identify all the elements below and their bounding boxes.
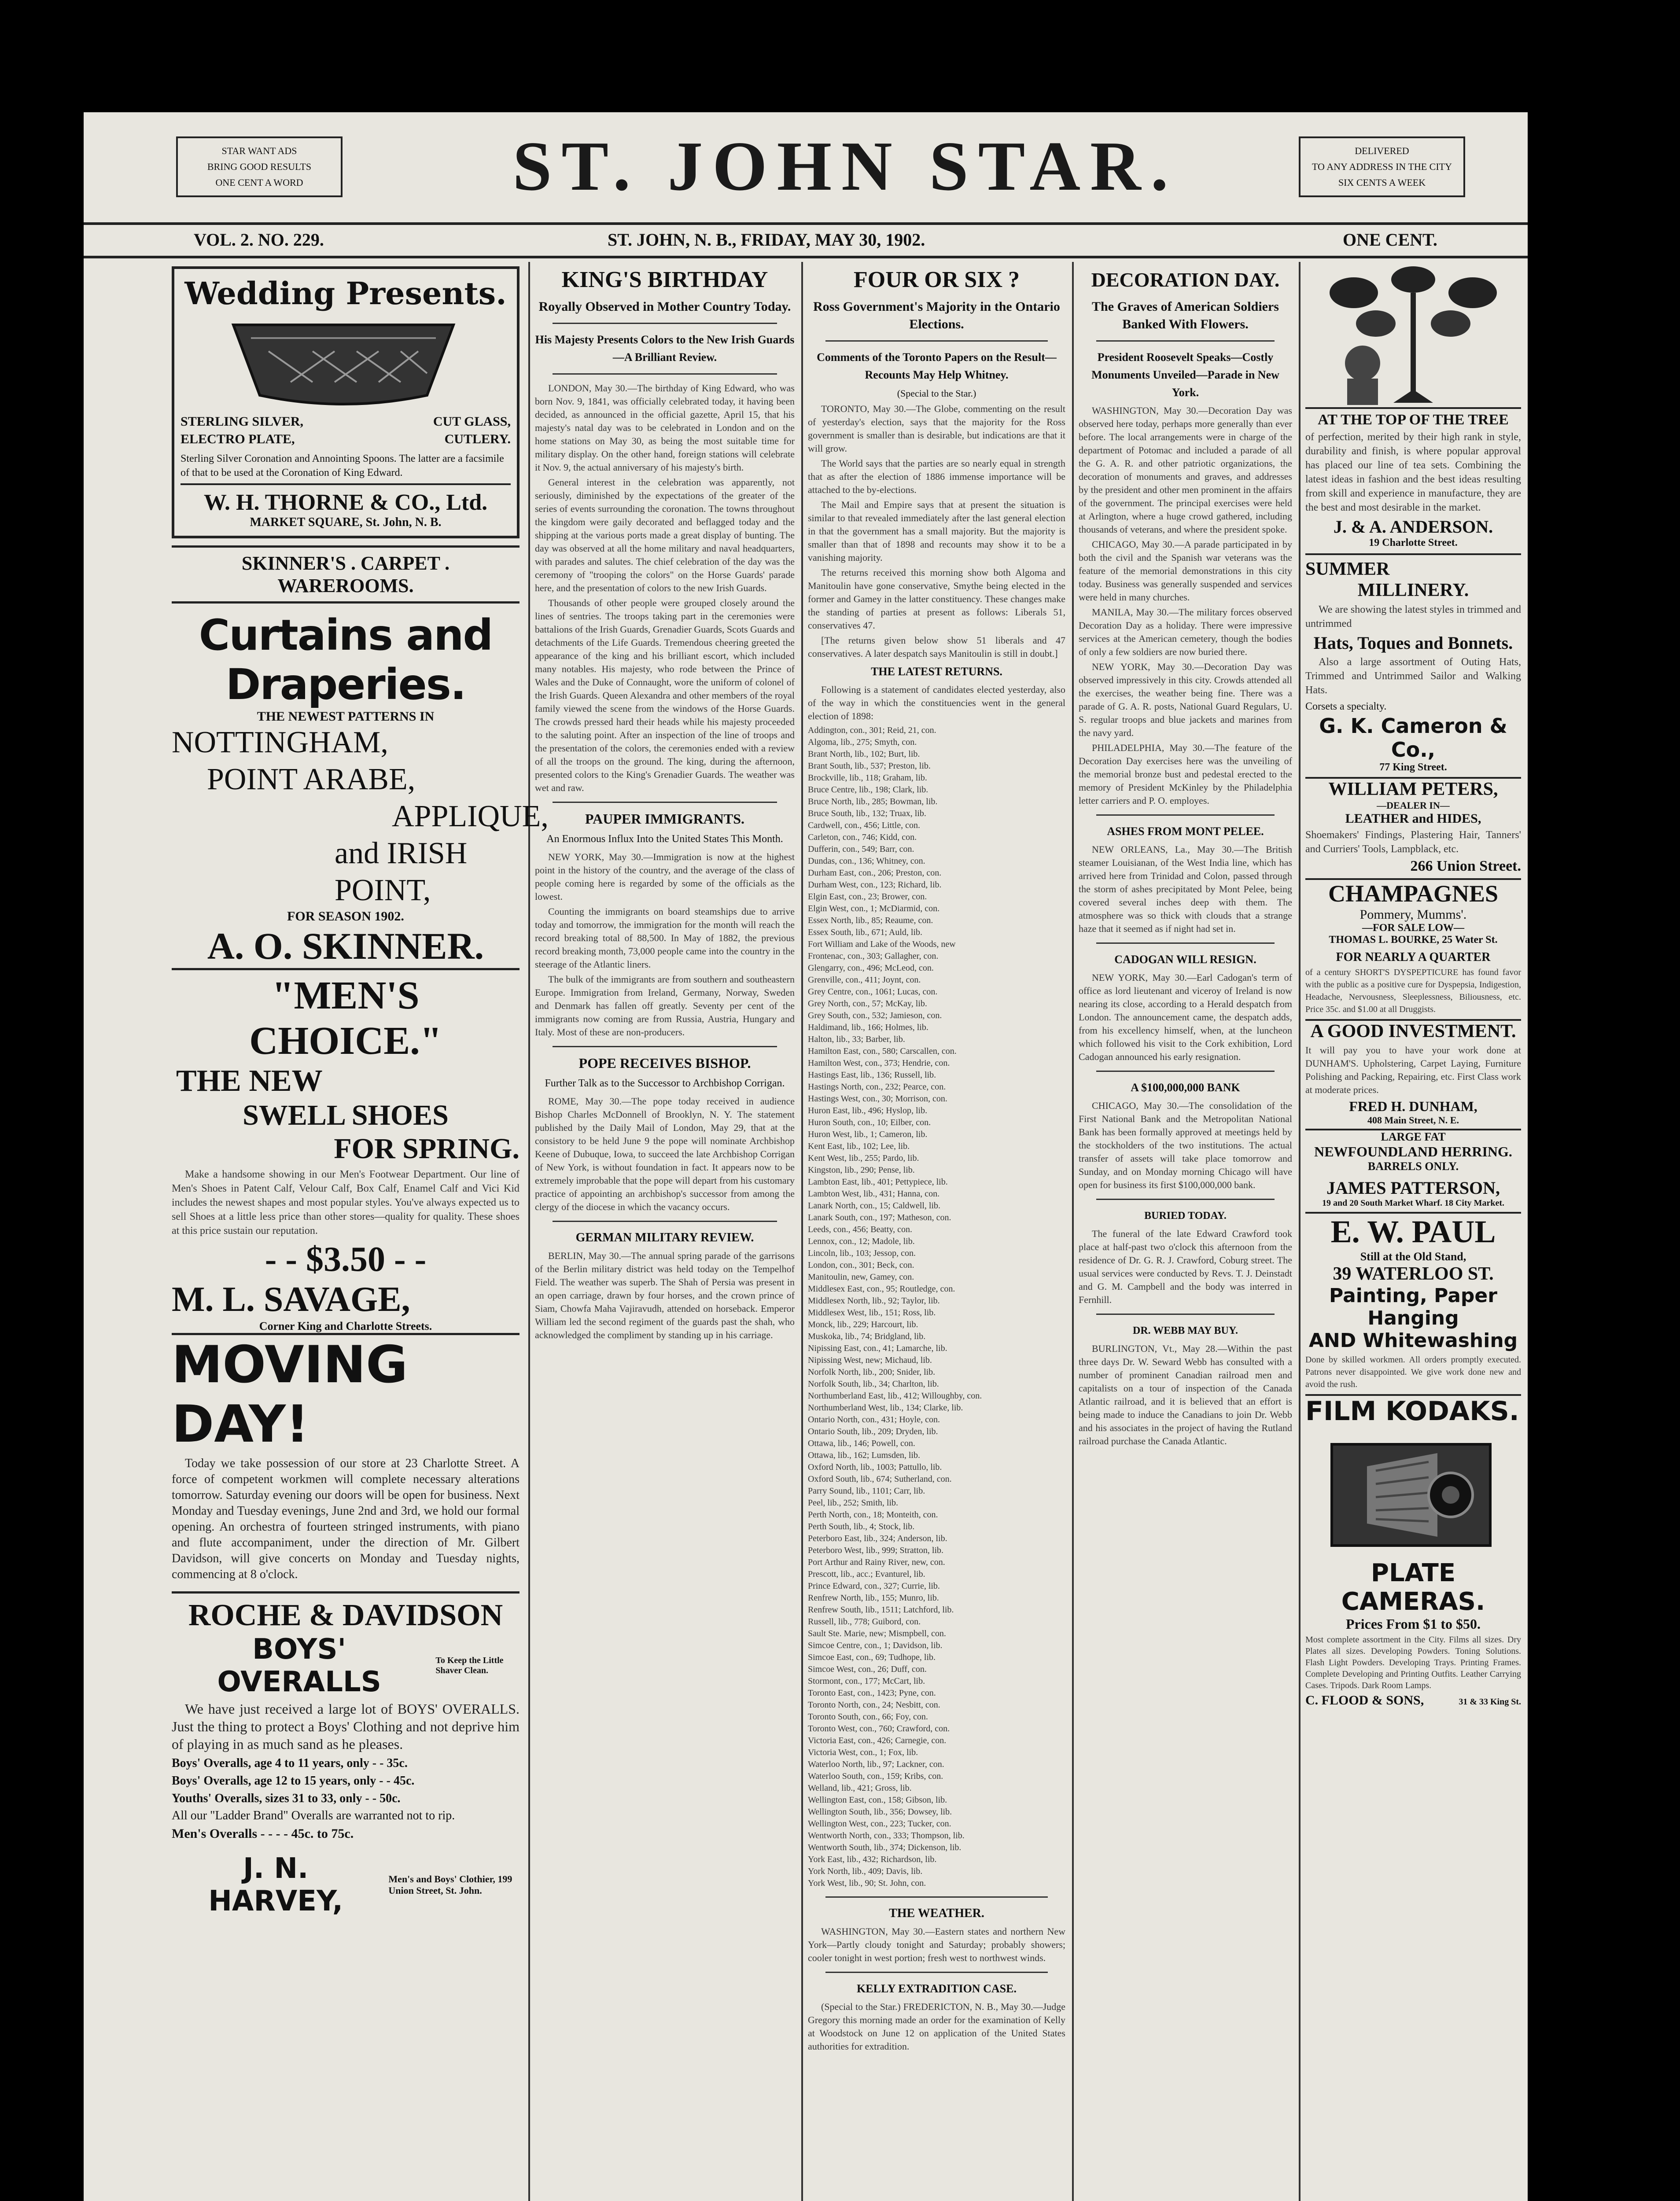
return-line: Lanark North, con., 15; Caldwell, lib.	[808, 1201, 941, 1211]
column-4-news	[1079, 262, 1292, 2201]
return-line: Perth North, con., 18; Monteith, con.	[808, 1510, 938, 1520]
separator	[553, 323, 777, 324]
issue-date: ST. JOHN, N. B., FRIDAY, MAY 30, 1902.	[608, 230, 925, 250]
decoration-day-headline: DECORATION DAY.	[1091, 269, 1280, 291]
corsets: Corsets a specialty.	[1305, 701, 1387, 712]
four-or-six-para: The World says that the parties are so nearly equal in strength that as after the election of 1886 immense importance will be attached to the by-elections.	[808, 458, 1065, 495]
pattern-item: APPLIQUE,	[392, 799, 549, 833]
return-line: Middlesex West, lib., 151; Ross, lib.	[808, 1308, 936, 1318]
return-line: Addington, con., 301; Reid, 21, con.	[808, 725, 936, 735]
return-line: Victoria East, con., 426; Carnegie, con.	[808, 1736, 947, 1745]
return-line: Cardwell, con., 456; Little, con.	[808, 821, 920, 830]
return-line: Kent East, lib., 102; Lee, lib.	[808, 1141, 910, 1151]
kings-birthday-sub2: His Majesty Presents Colors to the New Irish Guards—A Brilliant Review.	[535, 333, 795, 364]
nameplate: ST. JOHN STAR.	[512, 127, 1178, 205]
pope-para: ROME, May 30.—The pope today received in audience Bishop Charles McDonnell of Brooklyn, N. Y. The statement published by the Daily Mail of London, May 29, that at the consistory to be held June 9 the pope will nominate Archbishop Keene of Dubuque, Iowa, to succeed the late Archbishop Corrigan of New York, is without foundation in fact. It appears now to be extremely improbable that the pope will depart from his customary practice of appointing an archbishop's successor from among the clergy of the diocese in which the vacancy occurs.	[535, 1096, 795, 1212]
return-line: Fort William and Lake of the Woods, new	[808, 939, 956, 949]
return-line: Wellington West, con., 223; Tucker, con.	[808, 1819, 951, 1829]
cameron-name: G. K. Cameron & Co.,	[1319, 714, 1507, 762]
quarter-title: FOR NEARLY A QUARTER	[1336, 950, 1491, 964]
camera-text: Most complete assortment in the City. Films all sizes. Dry Plates all sizes. Developing Powders. Toning Solutions. Flash Light Powders. Developing Trays. Printing Frames. Complete Developing and Printing Outfits. Leather Carrying Cases. Tripods. Dark Room Lamps.	[1305, 1635, 1521, 1690]
return-line: Toronto West, con., 760; Crawford, con.	[808, 1724, 950, 1734]
return-line: Parry Sound, lib., 1101; Carr, lib.	[808, 1486, 925, 1496]
dateline-bar	[84, 222, 1528, 258]
moving-day: MOVING DAY!	[172, 1333, 519, 1454]
separator	[825, 340, 1048, 342]
shoe-price: - - $3.50 - -	[265, 1240, 427, 1279]
four-or-six-para: The returns received this morning show both Algoma and Manitoulin have gone conservative, Smythe being elected in the former and Gamey in the latter constituency. These changes make the standing of parties at present as follows: Liberals 51, conservatives 47.	[808, 567, 1065, 631]
return-line: Grey Centre, con., 1061; Lucas, con.	[808, 987, 938, 997]
return-line: Huron East, lib., 496; Hyslop, lib.	[808, 1106, 928, 1115]
shoes-text: Make a handsome showing in our Men's Footwear Department. Our line of Men's Shoes in Patent Calf, Velour Calf, Box Calf, Enamel Calf and Vici Kid includes the newest shapes and most popular styles. You've always expected us to sell Shoes at a little less price than other stores—quality for quality. These shoes at this price sustain our reputation.	[172, 1169, 519, 1237]
savage-name: M. L. SAVAGE,	[172, 1280, 410, 1319]
return-line: York North, lib., 409; Davis, lib.	[808, 1866, 923, 1876]
four-or-six-para: TORONTO, May 30.—The Globe, commenting on the result of yesterday's election, says that the majority for the Ross government is smaller than is desirable, but indications are that it will grow.	[808, 403, 1065, 454]
summer: SUMMER	[1305, 553, 1521, 580]
pattern-item: NOTTINGHAM,	[172, 725, 388, 759]
right-ear-box	[1299, 136, 1465, 197]
boys-overalls: BOYS' OVERALLS	[217, 1633, 381, 1698]
kings-birthday-para: General interest in the celebration was apparently, not seriously, diminished by the expectations of the greater of the series of events surrounding the coronation. The towns throughout the kingdom were gaily decorated and beflagged today and the shipping at the various ports made a great display of bunting. The day was observed at all the home military and naval headquarters, with parades and salutes. The chief celebration of the day was the ceremony of "trooping the colors" on the Horse Guards' parade here, and the presentation of colors to the new Irish Guards.	[535, 477, 795, 593]
tree-title: AT THE TOP OF THE TREE	[1305, 407, 1521, 428]
return-line: Ontario South, lib., 209; Dryden, lib.	[808, 1427, 938, 1436]
return-line: Bruce North, lib., 285; Bowman, lib.	[808, 797, 938, 806]
pauper-para: The bulk of the immigrants are from southern and southeastern Europe. Immigration from Ireland, Germany, Norway, Sweden and Denmark has fallen off greatly. Seventy per cent of the immigrants now coming are from Russia, Austria, Hungary and Italy. Most of these are non-producers.	[535, 974, 795, 1038]
ashes-headline: ASHES FROM MONT PELEE.	[1107, 825, 1264, 838]
return-line: York East, lib., 432; Richardson, lib.	[808, 1855, 937, 1864]
pauper-headline: PAUPER IMMIGRANTS.	[585, 811, 745, 827]
returns-list	[808, 725, 1065, 1889]
for-sale: —FOR SALE LOW—	[1362, 922, 1465, 934]
column-2-news	[535, 262, 795, 2201]
return-line: Kent West, lib., 255; Pardo, lib.	[808, 1153, 919, 1163]
plate-cameras: PLATE CAMERAS.	[1341, 1559, 1485, 1616]
return-line: Oxford North, lib., 1003; Pattullo, lib.	[808, 1462, 942, 1472]
return-line: Essex North, lib., 85; Reaume, con.	[808, 916, 933, 925]
german-headline: GERMAN MILITARY REVIEW.	[575, 1231, 754, 1244]
german-para: BERLIN, May 30.—The annual spring parade of the garrisons of the Berlin military district was held today on the Tempelhof Field. The weather was superb. The Shah of Persia was present in an open carriage, drawn by four horses, and the crown prince of Siam, Chowfa Maha Vajiravudh, attended on horseback. Emperor William led the second regiment of the guards past the shah, who acknowledged the compliment by standing up in his carriage.	[535, 1250, 795, 1340]
thorne-address: MARKET SQUARE, St. John, N. B.	[250, 515, 442, 529]
return-line: Brant North, lib., 102; Burt, lib.	[808, 749, 920, 759]
skinner-header: SKINNER'S . CARPET . WAREROOMS.	[172, 545, 519, 604]
weather-headline: THE WEATHER.	[889, 1907, 984, 1920]
kelly-text: (Special to the Star.) FREDERICTON, N. B., May 30.—Judge Gregory this morning made an order for the examination of Kelly at Woodstock on June 12 on application of the United States authorities for extradition.	[808, 2001, 1065, 2052]
separator	[553, 1221, 777, 1222]
separator	[825, 1896, 1048, 1898]
wedding-title: Wedding Presents.	[184, 275, 507, 312]
return-line: Russell, lib., 778; Guibord, con.	[808, 1617, 921, 1627]
return-line: Hastings West, con., 30; Morrison, con.	[808, 1094, 947, 1104]
return-line: Perth South, lib., 4; Stock, lib.	[808, 1522, 915, 1531]
peters-leather: LEATHER and HIDES,	[1345, 811, 1481, 826]
return-line: Nipissing East, con., 41; Lamarche, lib.	[808, 1343, 947, 1353]
latest-returns-headline: THE LATEST RETURNS.	[871, 665, 1002, 678]
return-line: Prescott, lib., acc.; Evanturel, lib.	[808, 1569, 925, 1579]
overalls-note: To Keep the Little Shaver Clean.	[435, 1656, 504, 1675]
pattern-item: POINT ARABE,	[207, 762, 416, 796]
mens-choice: "MEN'S CHOICE."	[172, 968, 519, 1064]
flood-row	[1305, 1693, 1521, 1708]
column-rule	[1299, 262, 1301, 2201]
quarter-text: of a century SHORT'S DYSPEPTICURE has found favor with the public as a positive cure for Dyspepsia, Indigestion, Headache, Nervousness, Sleeplessness, Biliousness, etc. Price 35c. and $1.00 at all Druggists.	[1305, 968, 1521, 1014]
moving-text: Today we take possession of our store at 23 Charlotte Street. A force of competent workmen will complete necessary alterations tomorrow. Saturday evening our doors will be open for business. Next Monday and Tuesday evenings, June 2nd and 3rd, we hold our formal opening. An orchestra of fourteen stringed instruments, with piano and flute accompaniment, under the direction of Mr. Gilbert Davidson, will give concerts on Monday and Tuesday nights, commencing at 8 o'clock.	[172, 1457, 519, 1581]
overall-price-list	[172, 1755, 519, 1807]
pope-headline: POPE RECEIVES BISHOP.	[578, 1055, 751, 1071]
separator	[825, 1972, 1048, 1973]
overall-price: Boys' Overalls, age 4 to 11 years, only - - 35c.	[172, 1756, 408, 1770]
return-line: Wellington South, lib., 356; Dowsey, lib.	[808, 1807, 952, 1817]
left-ear-line-2: BRING GOOD RESULTS	[207, 161, 312, 172]
decoration-day-para: MANILA, May 30.—The military forces observed Decoration Day as a holiday. There were impressive services at the American cemetery, though the bodies of only a few soldiers are now buried there.	[1079, 607, 1292, 657]
return-line: Lanark South, con., 197; Matheson, con.	[808, 1213, 951, 1222]
newest-patterns: THE NEWEST PATTERNS IN	[257, 709, 435, 724]
cadogan-headline: CADOGAN WILL RESIGN.	[1114, 953, 1256, 966]
decoration-day-para: WASHINGTON, May 30.—Decoration Day was observed here today, perhaps more generally than ever before. The local arrangements were in charge of the department of Potomac and included a parade of all the G. A. R. and other patriotic organizations, the decoration of monuments and graves, and addresses by the president and other men prominent in the affairs of the government. The principal exercises were held at Arlington, where a huge crowd gathered, including thousands of veterans, and where the president spoke.	[1079, 405, 1292, 535]
four-or-six-para: [The returns given below show 51 liberals and 47 conservatives. A later despatch says Manitoulin is still in doubt.]	[808, 635, 1065, 659]
the-new: THE NEW	[176, 1064, 323, 1098]
return-line: Hamilton West, con., 373; Hendrie, con.	[808, 1058, 950, 1068]
return-line: Simcoe West, con., 26; Duff, con.	[808, 1664, 927, 1674]
anderson-name: J. & A. ANDERSON.	[1333, 517, 1493, 537]
kings-birthday-para: Thousands of other people were grouped closely around the lines of sentries. The troops taking part in the ceremonies were battalions of the Irish Guards, Grenadier Guards, Scots Guards and detachments of the Life Guards. Tremendous cheering greeted the appearance of the king and his brilliant escort, which included many notables. His majesty, who rode between the Prince of Wales and the Duke of Connaught, wore the uniform of colonel of the Irish Guards. Queen Alexandra and other members of the royal family viewed the scene from the windows of the Horse Guards. The crowds pressed hard their heads while his majesty proceeded to the saluting point. After an inspection of the line of troops and the presentation of the colors, the ceremonies ended with a review of all the troops on the ground. The king, during the afternoon, presented colors to the King's Grenadier Guards. The weather was wet and raw.	[535, 597, 795, 793]
pattern-item: and IRISH POINT,	[335, 836, 468, 907]
returns-intro: Following is a statement of candidates elected yesterday, also of the way in which the constituencies went in the general election of 1898:	[808, 684, 1065, 721]
paul-name: E. W. PAUL	[1305, 1212, 1521, 1250]
return-line: Prince Edward, con., 327; Currie, lib.	[808, 1581, 940, 1591]
return-line: Carleton, con., 746; Kidd, con.	[808, 832, 917, 842]
millinery: MILLINERY.	[1357, 580, 1469, 600]
return-line: Huron West, lib., 1; Cameron, lib.	[808, 1130, 928, 1139]
return-line: Sault Ste. Marie, new; Mismpbell, con.	[808, 1629, 946, 1638]
return-line: Simcoe Centre, con., 1; Davidson, lib.	[808, 1641, 943, 1650]
price: ONE CENT.	[1343, 230, 1437, 250]
return-line: Elgin West, con., 1; McDiarmid, con.	[808, 904, 940, 913]
bourke: THOMAS L. BOURKE, 25 Water St.	[1329, 934, 1498, 946]
millinery-text: We are showing the latest styles in trimmed and untrimmed	[1305, 604, 1521, 629]
overall-price: Boys' Overalls, age 12 to 15 years, only - - 45c.	[172, 1774, 415, 1788]
barrels-only: BARRELS ONLY.	[1367, 1160, 1459, 1173]
return-line: Brockville, lib., 118; Graham, lib.	[808, 773, 927, 783]
return-line: Durham East, con., 206; Preston, con.	[808, 868, 942, 878]
right-ear-line-3: SIX CENTS A WEEK	[1338, 177, 1426, 188]
return-line: Northumberland East, lib., 412; Willoughby, con.	[808, 1391, 982, 1401]
wedding-item: ELECTRO PLATE,	[181, 432, 295, 446]
kelly-headline: KELLY EXTRADITION CASE.	[857, 1982, 1017, 1995]
return-line: Lambton West, lib., 431; Hanna, con.	[808, 1189, 940, 1199]
return-line: Welland, lib., 421; Gross, lib.	[808, 1783, 912, 1793]
cut-glass-bowl-icon	[181, 312, 506, 413]
savage-address: Corner King and Charlotte Streets.	[259, 1320, 432, 1332]
volume-number: VOL. 2. NO. 229.	[194, 230, 324, 250]
return-line: Toronto East, con., 1423; Pyne, con.	[808, 1688, 936, 1698]
return-line: Renfrew North, lib., 155; Munro, lib.	[808, 1593, 939, 1603]
return-line: Bruce South, lib., 132; Truax, lib.	[808, 809, 926, 818]
herring: NEWFOUNDLAND HERRING.	[1314, 1144, 1512, 1159]
paul-text: Done by skilled workmen. All orders promptly executed. Patrons never disappointed. We give work done new and avoid the rush.	[1305, 1355, 1521, 1389]
return-line: Kingston, lib., 290; Pense, lib.	[808, 1165, 915, 1175]
peters-dealer: —DEALER IN—	[1377, 800, 1450, 811]
pope-sub: Further Talk as to the Successor to Archbishop Corrigan.	[545, 1078, 785, 1089]
column-3-news	[808, 262, 1065, 2201]
return-line: Monck, lib., 229; Harcourt, lib.	[808, 1320, 918, 1329]
return-line: Grenville, con., 411; Joynt, con.	[808, 975, 921, 985]
separator	[1096, 942, 1275, 944]
separator	[1096, 1314, 1275, 1315]
buried-text: The funeral of the late Edward Crawford took place at half-past two o'clock this afternoon from the residence of Dr. G. R. J. Crawford, Coburg street. The usual services were conducted by Revs. T. J. Deinstadt and G. M. Campbell and the body was interred in Fernhill.	[1079, 1228, 1292, 1305]
return-line: Toronto North, con., 24; Nesbitt, con.	[808, 1700, 940, 1710]
paul-still: Still at the Old Stand,	[1360, 1250, 1466, 1263]
wedding-items	[181, 413, 511, 448]
return-line: Oxford South, lib., 674; Sutherland, con.	[808, 1474, 952, 1484]
tree-text: of perfection, merited by their high rank in style, durability and finish, is where popular approval has placed our line of tea sets. Combining the latest ideas in fashion and the best ideas resulting from skill and experience in manufacture, they are the best and most desirable in the market.	[1305, 431, 1521, 513]
return-line: Dundas, con., 136; Whitney, con.	[808, 856, 925, 866]
peters-address: 266 Union Street.	[1410, 858, 1521, 874]
bank-text: CHICAGO, May 30.—The consolidation of the First National Bank and the Metropolitan National Bank has been formally approved at meetings held by the stockholders of the two institutions. The actual transfer of assets will take place tomorrow and Sunday, and on Monday morning Chicago will have open for business its first $100,000,000 bank.	[1079, 1100, 1292, 1190]
peters-text: Shoemakers' Findings, Plastering Hair, Tanners' and Curriers' Tools, Lampblack, etc.	[1305, 829, 1521, 855]
wedding-presents-ad	[172, 266, 519, 538]
return-line: Norfolk North, lib., 200; Snider, lib.	[808, 1367, 936, 1377]
patterson-address: 19 and 20 South Market Wharf. 18 City Market.	[1322, 1198, 1505, 1208]
painting: Painting, Paper Hanging	[1329, 1285, 1497, 1329]
dunham-address: 408 Main Street, N. E.	[1367, 1115, 1459, 1126]
harvey-row	[172, 1852, 519, 1918]
special-to-star: (Special to the Star.)	[897, 388, 976, 399]
cadogan-text: NEW YORK, May 30.—Earl Cadogan's term of office as lord lieutenant and viceroy of Ireland is now nearing its close, according to a Herald despatch from London. The announcement came, the despatch adds, from his excellency himself, when, at the luncheon which followed his visit to the Cork exhibition, Lord Cadogan announced his early resignation.	[1079, 972, 1292, 1062]
decoration-day-sub1: The Graves of American Soldiers Banked With Flowers.	[1092, 299, 1279, 331]
roche-davidson: ROCHE & DAVIDSON	[172, 1591, 519, 1633]
decoration-day-para: CHICAGO, May 30.—A parade participated in by both the civil and the Spanish war veterans was the feature of the memorial demonstrations in this city today. Business was generally suspended and services were held in many churches.	[1079, 539, 1292, 603]
masthead	[84, 112, 1528, 205]
return-line: Elgin East, con., 23; Brower, con.	[808, 892, 927, 902]
pauper-sub: An Enormous Influx Into the United States This Month.	[546, 833, 783, 845]
return-line: Wentworth North, con., 333; Thompson, lib.	[808, 1831, 965, 1840]
decoration-day-sub2: President Roosevelt Speaks—Costly Monuments Unveiled—Parade in New York.	[1091, 351, 1279, 399]
return-line: Bruce Centre, lib., 198; Clark, lib.	[808, 785, 928, 795]
return-line: Port Arthur and Rainy River, new, con.	[808, 1557, 945, 1567]
separator	[553, 1046, 777, 1047]
return-line: Algoma, lib., 275; Smyth, con.	[808, 737, 917, 747]
return-line: Grey South, con., 532; Jamieson, con.	[808, 1011, 942, 1020]
wedding-item: STERLING SILVER,	[181, 414, 304, 429]
cameron-address: 77 King Street.	[1379, 762, 1447, 773]
right-ear-line-1: DELIVERED	[1355, 145, 1409, 156]
return-line: Victoria West, con., 1; Fox, lib.	[808, 1748, 918, 1757]
hats-toques-bonnets: Hats, Toques and Bonnets.	[1313, 633, 1513, 653]
kings-birthday-sub1: Royally Observed in Mother Country Today.	[538, 299, 791, 314]
separator	[1096, 340, 1275, 342]
return-line: Simcoe East, con., 69; Tudhope, lib.	[808, 1653, 936, 1662]
investment-text: It will pay you to have your work done at DUNHAM'S. Upholstering, Carpet Laying, Furniture Polishing and Packing, Repairing, etc. First Class work at moderate prices.	[1305, 1045, 1521, 1095]
separator	[1096, 814, 1275, 816]
skinner-name: A. O. SKINNER.	[207, 925, 484, 967]
large-fat: LARGE FAT	[1305, 1129, 1521, 1144]
four-or-six-sub1: Ross Government's Majority in the Ontario Elections.	[813, 299, 1060, 331]
investment-title: A GOOD INVESTMENT.	[1305, 1019, 1521, 1042]
separator	[1096, 1071, 1275, 1072]
wedding-item: CUTLERY.	[444, 432, 511, 446]
return-line: Peterboro East, lib., 324; Anderson, lib.	[808, 1534, 947, 1543]
return-line: Middlesex East, con., 95; Routledge, con.	[808, 1284, 955, 1294]
return-line: Leeds, con., 456; Beatty, con.	[808, 1225, 912, 1234]
return-line: Lambton East, lib., 401; Pettypiece, lib.	[808, 1177, 948, 1187]
return-line: York West, lib., 90; St. John, con.	[808, 1878, 926, 1888]
return-line: Haldimand, lib., 166; Holmes, lib.	[808, 1023, 928, 1032]
ashes-text: NEW ORLEANS, La., May 30.—The British steamer Louisianan, of the West India line, which has arrived here from Trinidad and Colon, passed through the storm of ashes precipitated by Mont Pelee, being covered several inches deep with them. The atmosphere was so thick with clouds that a strange haze that it seemed as if night had set in.	[1079, 844, 1292, 934]
left-ear-line-1: STAR WANT ADS	[221, 145, 297, 156]
curtains-title: Curtains and Draperies.	[199, 611, 493, 709]
return-line: Wentworth South, lib., 374; Dickenson, lib.	[808, 1843, 962, 1852]
buried-headline: BURIED TODAY.	[1144, 1210, 1227, 1222]
peters-name: WILLIAM PETERS,	[1305, 777, 1521, 800]
four-or-six-para: The Mail and Empire says that at present the situation is similar to that revealed immediately after the last general election in that the government has a small majority. But the majority is smaller than that of 1898 and recounts may show it to be a vanishing majority.	[808, 499, 1065, 563]
mens-overalls: Men's Overalls - - - - 45c. to 75c.	[172, 1826, 354, 1841]
return-line: Hastings East, lib., 136; Russell, lib.	[808, 1070, 936, 1080]
camera-illustration-icon	[1305, 1427, 1521, 1559]
for-spring: FOR SPRING.	[334, 1133, 519, 1165]
pauper-para: NEW YORK, May 30.—Immigration is now at the highest point in the history of the country, and the average of the class of people coming here is regarded by some of the officials as the lowest.	[535, 851, 795, 902]
flood-name: C. FLOOD & SONS,	[1305, 1693, 1424, 1708]
return-line: Huron South, con., 10; Eilber, con.	[808, 1118, 931, 1127]
overall-price: Youths' Overalls, sizes 31 to 33, only - - 50c.	[172, 1792, 401, 1805]
column-rule	[801, 262, 803, 2201]
return-line: Frontenac, con., 303; Gallagher, con.	[808, 951, 939, 961]
newspaper-page	[84, 112, 1528, 2201]
hat-tree-illustration-icon	[1305, 262, 1521, 407]
return-line: Brant South, lib., 537; Preston, lib.	[808, 761, 931, 771]
webb-text: BURLINGTON, Vt., May 28.—Within the past three days Dr. W. Seward Webb has consulted with a number of prominent Canadian railroad men and capitalists on a tour of inspection of the Canada Atlantic railroad, and it is believed that an effort is being made to induce the Canadians to join Dr. Webb and his associates in the project of having the Rutland railroad purchase the Canada Atlantic.	[1079, 1343, 1292, 1446]
return-line: Ottawa, lib., 146; Powell, con.	[808, 1439, 915, 1448]
column-rule	[528, 262, 530, 2201]
return-line: Norfolk South, lib., 34; Charlton, lib.	[808, 1379, 939, 1389]
dunham-name: FRED H. DUNHAM,	[1349, 1098, 1477, 1114]
separator	[553, 373, 777, 375]
harvey-address: Men's and Boys' Clothier, 199 Union Street, St. John.	[388, 1873, 512, 1896]
four-or-six-sub2: Comments of the Toronto Papers on the Result—Recounts May Help Whitney.	[817, 351, 1057, 381]
pattern-list	[172, 724, 549, 909]
return-line: Muskoka, lib., 74; Bridgland, lib.	[808, 1332, 926, 1341]
return-line: Manitoulin, new, Gamey, con.	[808, 1272, 914, 1282]
overalls-text: We have just received a large lot of BOYS' OVERALLS. Just the thing to protect a Boys' Clothing and not deprive him of playing in as much sand as he pleases.	[172, 1701, 519, 1752]
return-line: Middlesex North, lib., 92; Taylor, lib.	[808, 1296, 940, 1306]
return-line: Hamilton East, con., 580; Carscallen, con.	[808, 1046, 957, 1056]
return-line: Hastings North, con., 232; Pearce, con.	[808, 1082, 946, 1092]
flood-address: 31 & 33 King St.	[1459, 1697, 1521, 1707]
column-1-ads	[172, 262, 549, 2201]
camera-prices: Prices From $1 to $50.	[1346, 1616, 1481, 1632]
column-5-ads	[1305, 262, 1521, 2201]
return-line: Northumberland West, lib., 134; Clarke, lib.	[808, 1403, 963, 1413]
thorne-name: W. H. THORNE & CO., Ltd.	[181, 483, 511, 515]
right-ear-line-2: TO ANY ADDRESS IN THE CITY	[1312, 161, 1452, 172]
return-line: Grey North, con., 57; McKay, lib.	[808, 999, 927, 1008]
return-line: Halton, lib., 33; Barber, lib.	[808, 1034, 905, 1044]
return-line: Lincoln, lib., 103; Jessop, con.	[808, 1248, 916, 1258]
film-kodaks: FILM KODAKS.	[1305, 1394, 1521, 1427]
return-line: Peterboro West, lib., 999; Stratton, lib.	[808, 1546, 943, 1555]
ladder-brand: All our "Ladder Brand" Overalls are warranted not to rip.	[172, 1809, 455, 1822]
return-line: Renfrew South, lib., 1511; Latchford, lib.	[808, 1605, 954, 1615]
column-rule	[1072, 262, 1074, 2201]
whitewashing: AND Whitewashing	[1308, 1329, 1518, 1352]
separator	[553, 802, 777, 803]
return-line: Ontario North, con., 431; Hoyle, con.	[808, 1415, 940, 1424]
left-ear-box	[176, 136, 343, 197]
return-line: Durham West, con., 123; Richard, lib.	[808, 880, 942, 890]
return-line: Ottawa, lib., 162; Lumsden, lib.	[808, 1450, 920, 1460]
return-line: Peel, lib., 252; Smith, lib.	[808, 1498, 899, 1508]
separator	[1096, 1199, 1275, 1200]
return-line: Toronto South, con., 66; Foy, con.	[808, 1712, 928, 1722]
return-line: London, con., 301; Beck, con.	[808, 1260, 914, 1270]
return-line: Waterloo North, lib., 97; Lackner, con.	[808, 1759, 944, 1769]
four-or-six-headline: FOUR OR SIX ?	[853, 267, 1020, 292]
weather-text: WASHINGTON, May 30.—Eastern states and northern New York—Partly cloudy tonight and Saturday; probably showers; cooler tonight in west portion; fresh west to northwest winds.	[808, 1926, 1065, 1963]
kings-birthday-headline: KING'S BIRTHDAY	[561, 267, 768, 292]
season: FOR SEASON 1902.	[287, 909, 404, 924]
paul-address: 39 WATERLOO ST.	[1333, 1264, 1494, 1284]
bank-headline: A $100,000,000 BANK	[1131, 1081, 1240, 1094]
return-line: Wellington East, con., 158; Gibson, lib.	[808, 1795, 947, 1805]
decoration-day-para: NEW YORK, May 30.—Decoration Day was observed impressively in this city. Crowds attended all the exercises, the weather being fine. There was a parade of G. A. R. posts, National Guard Regulars, U. S. regular troops and blue jackets and marines from the navy yard.	[1079, 661, 1292, 738]
left-ear-line-3: ONE CENT A WORD	[215, 177, 303, 188]
kings-birthday-para: LONDON, May 30.—The birthday of King Edward, who was born Nov. 9, 1841, was officially celebrated today, it having been decided, as announced in the official gazette, April 15, that his majesty's natal day was to be celebrated in London and on the home stations on May 30, as being the most suitable time for military display. On the other hand, foreign stations will celebrate it Nov. 9, the actual anniversary of his majesty's birth.	[535, 383, 795, 473]
return-line: Glengarry, con., 496; McLeod, con.	[808, 963, 934, 973]
overalls-row	[172, 1633, 519, 1698]
champagnes: CHAMPAGNES	[1305, 878, 1521, 907]
return-line: Waterloo South, con., 159; Kribs, con.	[808, 1771, 943, 1781]
wedding-text: Sterling Silver Coronation and Annointing Spoons. The latter are a facsimile of that to be used at the Coronation of King Edward.	[181, 453, 504, 478]
webb-headline: DR. WEBB MAY BUY.	[1133, 1325, 1238, 1336]
return-line: Stormont, con., 177; McCart, lib.	[808, 1676, 925, 1686]
return-line: Nipissing West, new; Michaud, lib.	[808, 1355, 932, 1365]
pauper-para: Counting the immigrants on board steamships due to arrive today and tomorrow, the immigration for the month will reach the record breaking total of 88,500. In May of 1882, the previous record breaking month, 73,000 people came into the country in the steerage of the Atlantic liners.	[535, 906, 795, 970]
return-line: Lennox, con., 12; Madole, lib.	[808, 1237, 915, 1246]
wedding-item: CUT GLASS,	[433, 414, 511, 429]
patterson-name: JAMES PATTERSON,	[1326, 1178, 1500, 1198]
millinery-text-2: Also a large assortment of Outing Hats, Trimmed and Untrimmed Sailor and Walking Hats.	[1305, 656, 1521, 696]
anderson-address: 19 Charlotte Street.	[1369, 537, 1458, 548]
return-line: Essex South, lib., 671; Auld, lib.	[808, 928, 923, 937]
harvey-name: J. N. HARVEY,	[208, 1852, 343, 1918]
pommery: Pommery, Mumms'.	[1359, 907, 1467, 922]
swell-shoes: SWELL SHOES	[243, 1099, 449, 1131]
decoration-day-para: PHILADELPHIA, May 30.—The feature of the Decoration Day exercises here was the unveiling of the memorial bronze bust and pedestal erected to the memory of President McKinley by the Philadelphia letter carriers and P. O. employes.	[1079, 742, 1292, 806]
return-line: Dufferin, con., 549; Barr, con.	[808, 844, 914, 854]
